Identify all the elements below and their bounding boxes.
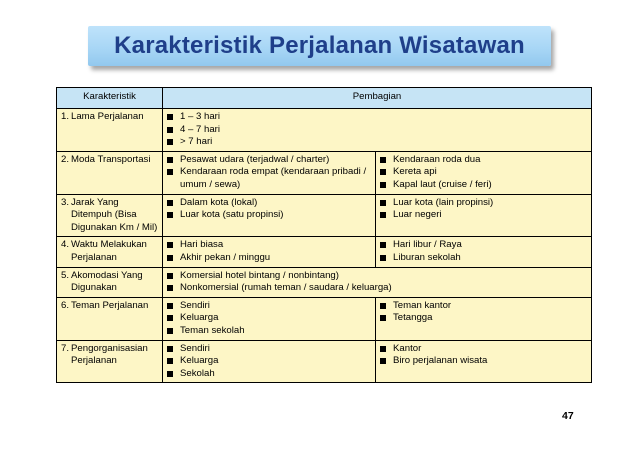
square-bullet-icon: [167, 212, 173, 218]
square-bullet-icon: [380, 200, 386, 206]
list-item: [380, 239, 588, 252]
square-bullet-icon: [380, 358, 386, 364]
bullet-list: [167, 197, 372, 222]
list-item-text: Hari libur / Raya: [393, 239, 462, 251]
square-bullet-icon: [380, 346, 386, 352]
row-number: 7.: [61, 342, 70, 354]
bullet-list: [167, 343, 372, 381]
characteristics-table: [56, 87, 592, 383]
table-body: [57, 109, 592, 383]
square-bullet-icon: [167, 358, 173, 364]
list-item-text: Akhir pekan / minggu: [180, 251, 271, 263]
list-item-text: Kereta api: [393, 166, 437, 178]
bullet-list: [167, 270, 588, 295]
characteristic-cell: [57, 151, 163, 194]
header-karakteristik: Karakteristik: [57, 88, 163, 109]
square-bullet-icon: [167, 157, 173, 163]
list-item-text: Pesawat udara (terjadwal / charter): [180, 153, 330, 165]
characteristic-label: Waktu Melakukan Perjalanan: [71, 239, 147, 263]
list-item: [167, 166, 372, 191]
list-item: [380, 300, 588, 313]
slide-title: Karakteristik Perjalanan Wisatawan: [114, 32, 525, 59]
list-item: [167, 111, 588, 124]
square-bullet-icon: [167, 200, 173, 206]
list-item-text: Biro perjalanan wisata: [393, 355, 488, 367]
list-item-text: Keluarga: [180, 355, 219, 367]
square-bullet-icon: [167, 127, 173, 133]
square-bullet-icon: [167, 285, 173, 291]
list-item-text: 1 – 3 hari: [180, 111, 221, 122]
bullet-list: [167, 300, 372, 338]
list-item-text: Komersial hotel bintang / nonbintang): [180, 269, 339, 281]
division-cell-left: [163, 237, 376, 267]
row-number: 2.: [61, 153, 70, 165]
list-item: [167, 270, 588, 283]
square-bullet-icon: [167, 346, 173, 352]
characteristic-label: Jarak Yang Ditempuh (Bisa Digunakan Km / Mil): [71, 196, 158, 233]
characteristic-label: Teman Perjalanan: [71, 299, 149, 311]
row-number: 4.: [61, 239, 70, 251]
square-bullet-icon: [167, 328, 173, 334]
list-item: [167, 124, 588, 137]
square-bullet-icon: [167, 303, 173, 309]
list-item: [167, 355, 372, 368]
list-item: [167, 136, 588, 149]
square-bullet-icon: [380, 182, 386, 188]
list-item-text: Liburan sekolah: [393, 251, 461, 263]
table-row: [57, 109, 592, 152]
bullet-list: [380, 154, 588, 192]
row-number: 6.: [61, 299, 70, 311]
bullet-list: [380, 197, 588, 222]
list-item: [167, 154, 372, 167]
list-item: [167, 300, 372, 313]
list-item: [380, 209, 588, 222]
list-item-text: Tetangga: [393, 312, 433, 324]
bullet-list: [167, 111, 588, 149]
table-row: [57, 194, 592, 237]
division-cell-right: [376, 297, 592, 340]
table-row: [57, 340, 592, 383]
characteristic-cell: [57, 109, 163, 152]
characteristic-label: Pengorganisasian Perjalanan: [71, 342, 148, 367]
list-item-text: Hari biasa: [180, 239, 224, 251]
square-bullet-icon: [167, 139, 173, 145]
list-item-text: 4 – 7 hari: [180, 123, 221, 135]
list-item-text: Luar kota (lain propinsi): [393, 196, 494, 208]
list-item-text: Kendaraan roda empat (kendaraan pribadi / umum / sewa): [180, 166, 367, 190]
list-item-text: Dalam kota (lokal): [180, 196, 258, 208]
bullet-list: [167, 154, 372, 192]
list-item: [167, 325, 372, 338]
square-bullet-icon: [167, 169, 173, 175]
title-banner: [88, 26, 551, 66]
list-item: [380, 355, 588, 368]
list-item-text: Kapal laut (cruise / feri): [393, 178, 492, 190]
list-item-text: > 7 hari: [180, 136, 213, 148]
characteristic-cell: [57, 194, 163, 237]
table-header-row: [57, 88, 592, 109]
table-row: [57, 267, 592, 297]
list-item-text: Teman kantor: [393, 299, 452, 311]
list-item-text: Nonkomersial (rumah teman / saudara / keluarga): [180, 282, 392, 294]
list-item: [380, 154, 588, 167]
header-pembagian: Pembagian: [163, 88, 592, 109]
square-bullet-icon: [167, 255, 173, 261]
list-item-text: Kantor: [393, 342, 422, 354]
division-cell-left: [163, 194, 376, 237]
list-item: [380, 197, 588, 210]
division-cell: [163, 267, 592, 297]
division-cell-left: [163, 151, 376, 194]
characteristic-cell: [57, 237, 163, 267]
division-cell-right: [376, 194, 592, 237]
characteristic-cell: [57, 297, 163, 340]
list-item: [167, 343, 372, 356]
square-bullet-icon: [380, 303, 386, 309]
bullet-list: [380, 239, 588, 264]
division-cell-right: [376, 151, 592, 194]
table-row: [57, 151, 592, 194]
square-bullet-icon: [380, 212, 386, 218]
list-item-text: Keluarga: [180, 312, 219, 324]
table-row: [57, 237, 592, 267]
row-number: 1.: [61, 111, 70, 122]
list-item: [167, 197, 372, 210]
list-item: [380, 252, 588, 265]
division-cell-left: [163, 297, 376, 340]
square-bullet-icon: [380, 315, 386, 321]
square-bullet-icon: [167, 114, 173, 120]
square-bullet-icon: [167, 315, 173, 321]
bullet-list: [167, 239, 372, 264]
division-cell-left: [163, 340, 376, 383]
list-item-text: Sendiri: [180, 342, 210, 354]
list-item: [167, 282, 588, 295]
bullet-list: [380, 300, 588, 325]
square-bullet-icon: [380, 242, 386, 248]
characteristic-cell: [57, 267, 163, 297]
list-item: [167, 209, 372, 222]
list-item-text: Teman sekolah: [180, 324, 245, 336]
row-number: 5.: [61, 269, 70, 281]
list-item-text: Sendiri: [180, 299, 210, 311]
square-bullet-icon: [380, 255, 386, 261]
list-item: [380, 343, 588, 356]
characteristic-label: Lama Perjalanan: [71, 111, 144, 122]
list-item: [167, 312, 372, 325]
list-item: [380, 179, 588, 192]
list-item-text: Kendaraan roda dua: [393, 153, 481, 165]
list-item: [380, 166, 588, 179]
square-bullet-icon: [380, 169, 386, 175]
characteristic-label: Moda Transportasi: [71, 153, 151, 165]
square-bullet-icon: [380, 157, 386, 163]
list-item: [380, 312, 588, 325]
list-item: [167, 239, 372, 252]
list-item-text: Luar kota (satu propinsi): [180, 209, 284, 221]
division-cell: [163, 109, 592, 152]
list-item-text: Luar negeri: [393, 209, 442, 221]
page-number: 47: [562, 410, 574, 422]
characteristic-cell: [57, 340, 163, 383]
square-bullet-icon: [167, 371, 173, 377]
bullet-list: [380, 343, 588, 368]
list-item: [167, 368, 372, 381]
division-cell-right: [376, 340, 592, 383]
list-item: [167, 252, 372, 265]
division-cell-right: [376, 237, 592, 267]
table-row: [57, 297, 592, 340]
list-item-text: Sekolah: [180, 367, 215, 379]
square-bullet-icon: [167, 273, 173, 279]
row-number: 3.: [61, 196, 70, 208]
characteristic-label: Akomodasi Yang Digunakan: [71, 269, 143, 294]
square-bullet-icon: [167, 242, 173, 248]
